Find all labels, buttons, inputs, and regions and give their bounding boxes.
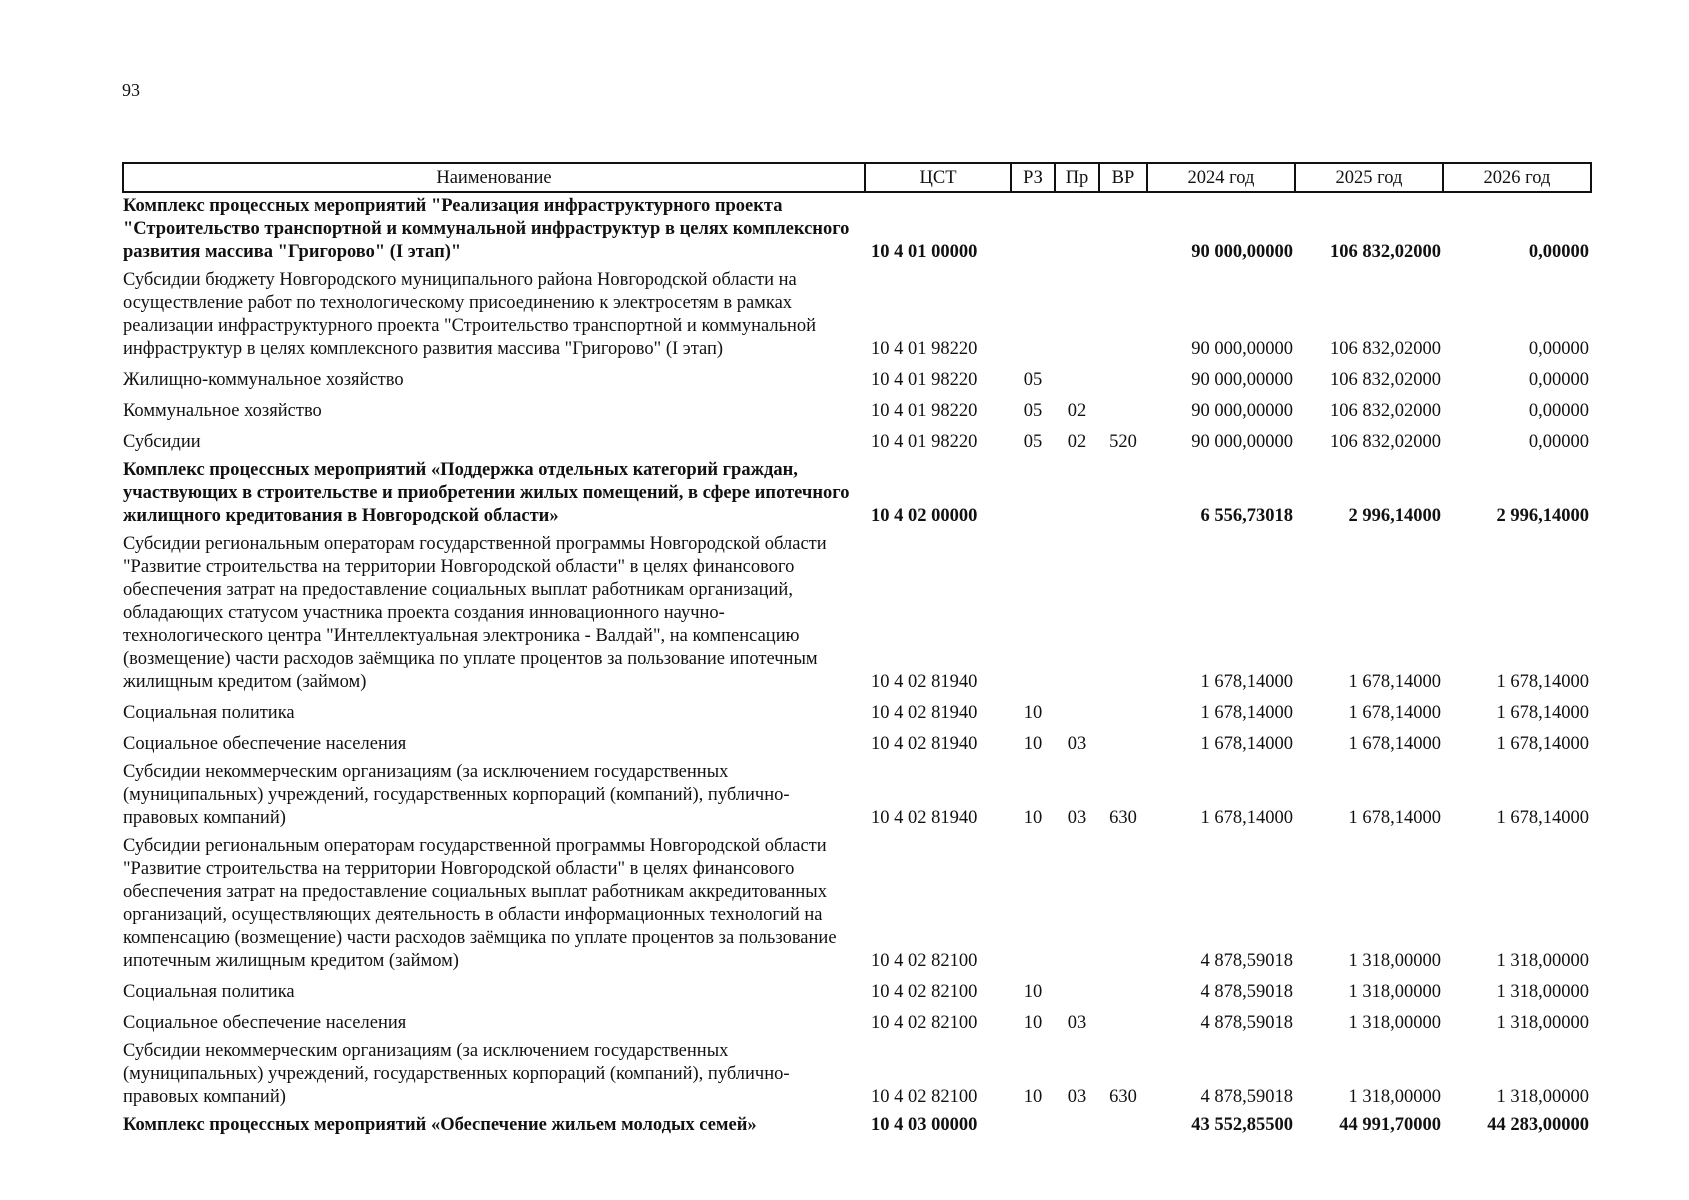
row-cst: 10 4 01 98220: [871, 370, 978, 390]
row-pr: [1055, 364, 1099, 395]
row-2025: 1 678,14000: [1348, 672, 1441, 692]
table-row: [123, 364, 1591, 395]
row-name: Субсидии региональным операторам государственной программы Новгородской области "Развитие строительства на территории Новгородской области" в целях финансового обеспечения затрат на предоставление социальных выплат работникам организаций, обладающих статусом участника проекта создания инновационного научно-технологического центра "Интеллектуальная электроника - Валдай", на компенсацию (возмещение) части расходов заёмщика по уплате процентов за пользование ипотечным жилищным кредитом (займом): [123, 534, 827, 692]
row-cst: 10 4 02 82100: [871, 1087, 978, 1107]
row-cst: 10 4 01 00000: [871, 242, 978, 262]
row-vr: [1099, 395, 1147, 426]
row-pr: [1055, 976, 1099, 1007]
row-name: Комплекс процессных мероприятий "Реализация инфраструктурного проекта "Строительство транспортной и коммунальной инфраструктур в целях комплексного развития массива "Григорово" (I этап)": [123, 196, 850, 262]
budget-table: [122, 162, 1592, 1140]
row-pr: [1055, 192, 1099, 267]
row-rz: [1011, 192, 1055, 267]
row-cst: 10 4 02 81940: [871, 703, 978, 723]
row-2024: 1 678,14000: [1200, 808, 1293, 828]
row-rz: 05: [1023, 401, 1043, 421]
row-2024: 90 000,00000: [1191, 432, 1293, 452]
page-number: 93: [122, 80, 140, 100]
table-section-row: [123, 457, 1591, 531]
row-vr: [1099, 833, 1147, 976]
row-2026: 0,00000: [1528, 242, 1589, 262]
row-2026: 1 318,00000: [1496, 1013, 1589, 1033]
row-name: Социальная политика: [123, 703, 295, 723]
row-cst: 10 4 03 00000: [871, 1115, 978, 1135]
row-vr: [1099, 267, 1147, 364]
row-2025: 106 832,02000: [1330, 339, 1441, 359]
header-vr: ВР: [1099, 163, 1147, 192]
row-2024: 1 678,14000: [1200, 734, 1293, 754]
row-2026: 0,00000: [1528, 401, 1589, 421]
row-2024: 1 678,14000: [1200, 703, 1293, 723]
row-2025: 44 991,70000: [1339, 1115, 1441, 1135]
row-2024: 90 000,00000: [1191, 370, 1293, 390]
header-pr: Пр: [1055, 163, 1099, 192]
table-row: [123, 833, 1591, 976]
row-pr: [1055, 531, 1099, 697]
table-row: [123, 531, 1591, 697]
row-2026: 1 318,00000: [1496, 951, 1589, 971]
row-rz: [1011, 531, 1055, 697]
row-2026: 1 678,14000: [1496, 808, 1589, 828]
row-2024: 4 878,59018: [1200, 982, 1293, 1002]
row-2025: 1 678,14000: [1348, 808, 1441, 828]
row-2026: 1 678,14000: [1496, 672, 1589, 692]
row-2026: 0,00000: [1528, 370, 1589, 390]
row-rz: [1011, 457, 1055, 531]
row-pr: [1055, 267, 1099, 364]
row-cst: 10 4 02 82100: [871, 982, 978, 1002]
row-vr: [1099, 728, 1147, 759]
row-2024: 90 000,00000: [1191, 339, 1293, 359]
row-2026: 1 678,14000: [1496, 703, 1589, 723]
row-2024: 90 000,00000: [1191, 242, 1293, 262]
row-vr: 520: [1109, 432, 1137, 452]
row-name: Субсидии бюджету Новгородского муниципального района Новгородской области на осуществление работ по технологическому присоединению к электросетям в рамках реализации инфраструктурного проекта "Строительство транспортной и коммунальной инфраструктур в целях комплексного развития массива "Григорово" (I этап): [123, 270, 817, 359]
row-2025: 1 678,14000: [1348, 703, 1441, 723]
row-cst: 10 4 01 98220: [871, 401, 978, 421]
row-2026: 0,00000: [1528, 432, 1589, 452]
row-2026: 2 996,14000: [1496, 506, 1589, 526]
row-2025: 1 318,00000: [1348, 1013, 1441, 1033]
row-vr: 630: [1109, 808, 1137, 828]
row-pr: [1055, 457, 1099, 531]
row-cst: 10 4 01 98220: [871, 432, 978, 452]
row-2025: 2 996,14000: [1348, 506, 1441, 526]
row-2025: 1 318,00000: [1348, 982, 1441, 1002]
row-rz: [1011, 267, 1055, 364]
table-row: [123, 728, 1591, 759]
table-row: [123, 1038, 1591, 1112]
row-pr: 03: [1067, 1013, 1087, 1033]
row-rz: [1011, 1112, 1055, 1140]
row-2025: 1 318,00000: [1348, 951, 1441, 971]
row-pr: 03: [1067, 808, 1087, 828]
row-vr: 630: [1109, 1087, 1137, 1107]
row-cst: 10 4 02 81940: [871, 808, 978, 828]
table-row: [123, 759, 1591, 833]
row-name: Коммунальное хозяйство: [123, 401, 322, 421]
row-2024: 6 556,73018: [1200, 506, 1293, 526]
row-2024: 4 878,59018: [1200, 1087, 1293, 1107]
row-cst: 10 4 02 82100: [871, 1013, 978, 1033]
row-cst: 10 4 02 82100: [871, 951, 978, 971]
header-rz: РЗ: [1011, 163, 1055, 192]
row-2024: 90 000,00000: [1191, 401, 1293, 421]
table-section-row: [123, 192, 1591, 267]
table-row: [123, 395, 1591, 426]
row-vr: [1099, 697, 1147, 728]
table-row: [123, 267, 1591, 364]
row-2024: 1 678,14000: [1200, 672, 1293, 692]
header-2024: 2024 год: [1147, 163, 1295, 192]
row-2025: 1 678,14000: [1348, 734, 1441, 754]
row-rz: 10: [1023, 703, 1043, 723]
row-vr: [1099, 364, 1147, 395]
row-vr: [1099, 1112, 1147, 1140]
table-row: [123, 697, 1591, 728]
row-name: Социальное обеспечение населения: [123, 1013, 407, 1033]
row-pr: 02: [1067, 401, 1087, 421]
row-name: Жилищно-коммунальное хозяйство: [123, 370, 404, 390]
row-name: Субсидии некоммерческим организациям (за исключением государственных (муниципальных) учреждений, государственных корпораций (компаний), публично-правовых компаний): [123, 762, 790, 828]
row-pr: [1055, 833, 1099, 976]
row-2026: 1 678,14000: [1496, 734, 1589, 754]
row-vr: [1099, 457, 1147, 531]
table-body: [123, 192, 1591, 1140]
row-2025: 106 832,02000: [1330, 432, 1441, 452]
table-row: [123, 426, 1591, 457]
row-name: Субсидии: [123, 432, 201, 452]
row-2026: 44 283,00000: [1487, 1115, 1589, 1135]
row-cst: 10 4 02 81940: [871, 672, 978, 692]
row-pr: 03: [1067, 734, 1087, 754]
row-name: Социальное обеспечение населения: [123, 734, 407, 754]
row-pr: 03: [1067, 1087, 1087, 1107]
row-rz: [1011, 833, 1055, 976]
header-cst: ЦСТ: [865, 163, 1011, 192]
row-name: Субсидии некоммерческим организациям (за исключением государственных (муниципальных) учреждений, государственных корпораций (компаний), публично-правовых компаний): [123, 1041, 790, 1107]
row-pr: 02: [1067, 432, 1087, 452]
table-section-row: [123, 1112, 1591, 1140]
table-header-row: [123, 163, 1591, 192]
row-vr: [1099, 531, 1147, 697]
row-name: Комплекс процессных мероприятий «Поддержка отдельных категорий граждан, участвующих в строительстве и приобретении жилых помещений, в сфере ипотечного жилищного кредитования в Новгородской области»: [123, 460, 850, 526]
row-2025: 106 832,02000: [1330, 370, 1441, 390]
row-vr: [1099, 976, 1147, 1007]
row-vr: [1099, 192, 1147, 267]
row-2025: 106 832,02000: [1330, 401, 1441, 421]
header-2026: 2026 год: [1443, 163, 1591, 192]
row-name: Комплекс процессных мероприятий «Обеспечение жильем молодых семей»: [123, 1115, 757, 1135]
row-rz: 10: [1023, 982, 1043, 1002]
row-rz: 10: [1023, 734, 1043, 754]
row-2024: 4 878,59018: [1200, 951, 1293, 971]
row-rz: 05: [1023, 432, 1043, 452]
row-2025: 106 832,02000: [1330, 242, 1441, 262]
row-2025: 1 318,00000: [1348, 1087, 1441, 1107]
table-row: [123, 976, 1591, 1007]
row-vr: [1099, 1007, 1147, 1038]
row-cst: 10 4 02 00000: [871, 506, 978, 526]
row-2024: 4 878,59018: [1200, 1013, 1293, 1033]
header-name: Наименование: [123, 163, 865, 192]
row-2024: 43 552,85500: [1191, 1115, 1293, 1135]
row-2026: 1 318,00000: [1496, 1087, 1589, 1107]
row-cst: 10 4 01 98220: [871, 339, 978, 359]
row-rz: 10: [1023, 1013, 1043, 1033]
row-pr: [1055, 1112, 1099, 1140]
row-rz: 05: [1023, 370, 1043, 390]
table-row: [123, 1007, 1591, 1038]
row-name: Субсидии региональным операторам государственной программы Новгородской области "Развитие строительства на территории Новгородской области" в целях финансового обеспечения затрат на предоставление социальных выплат работникам аккредитованных организаций, осуществляющих деятельность в области информационных технологий на компенсацию (возмещение) части расходов заёмщика по уплате процентов за пользование ипотечным жилищным кредитом (займом): [123, 836, 837, 971]
row-2026: 1 318,00000: [1496, 982, 1589, 1002]
row-rz: 10: [1023, 1087, 1043, 1107]
row-cst: 10 4 02 81940: [871, 734, 978, 754]
row-2026: 0,00000: [1528, 339, 1589, 359]
row-pr: [1055, 697, 1099, 728]
row-name: Социальная политика: [123, 982, 295, 1002]
row-rz: 10: [1023, 808, 1043, 828]
header-2025: 2025 год: [1295, 163, 1443, 192]
